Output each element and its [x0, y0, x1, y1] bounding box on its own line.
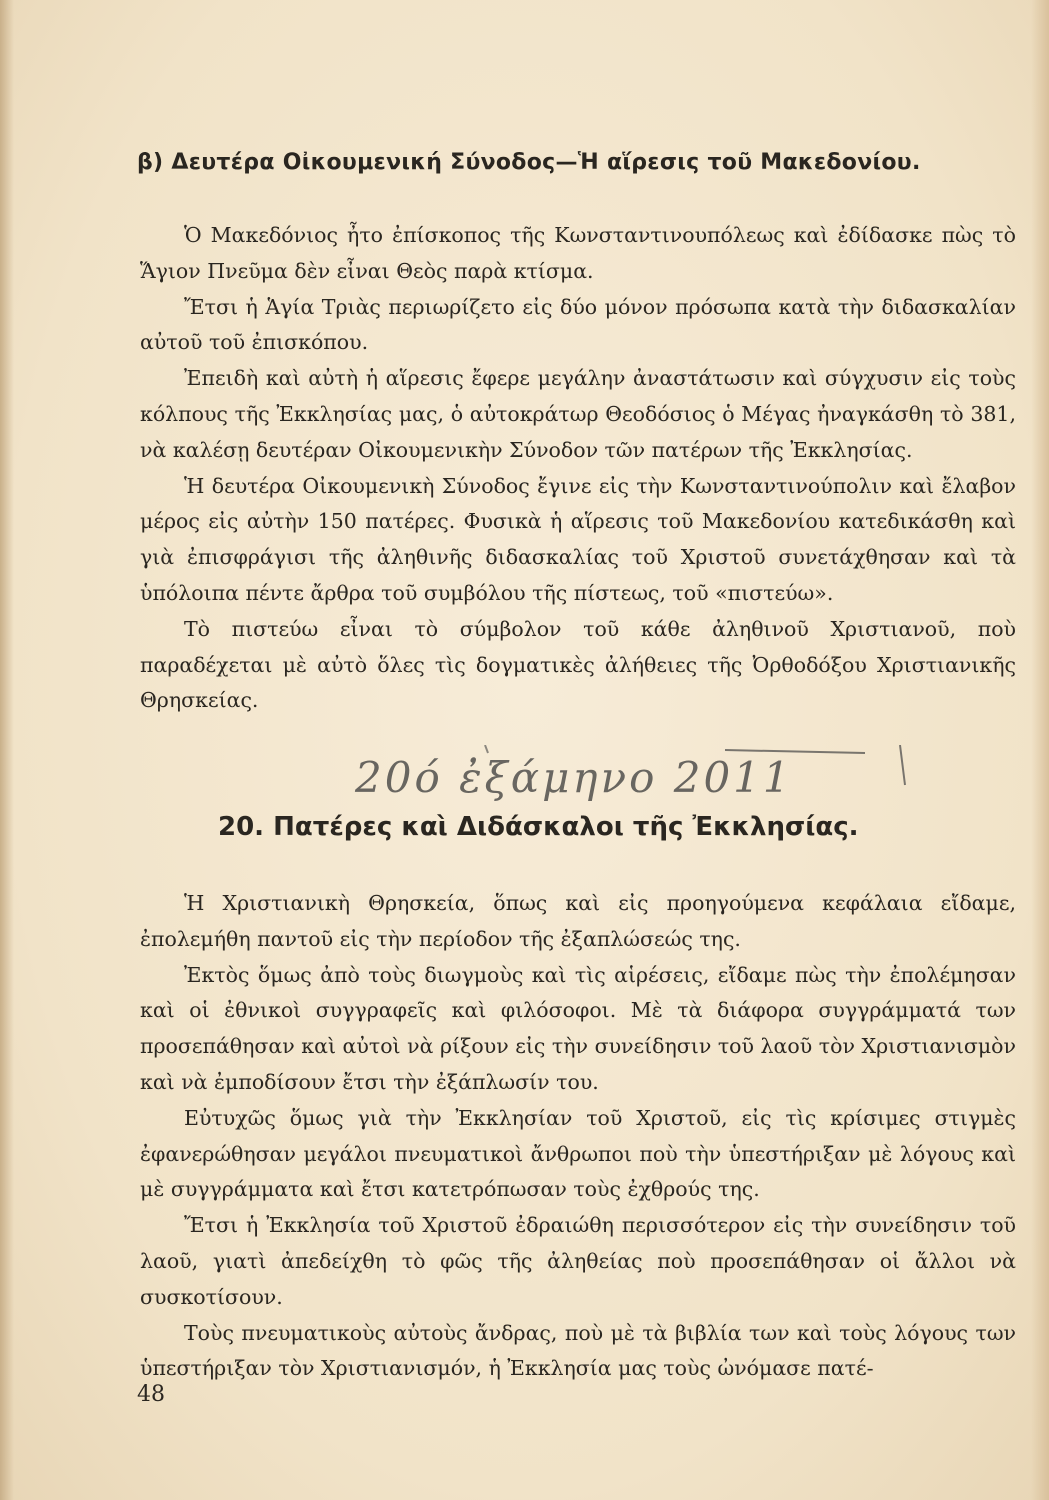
section-body	[140, 218, 1016, 719]
paragraph: Ἐπειδὴ καὶ αὐτὴ ἡ αἵρεσις ἔφερε μεγάλην ἀναστάτωσιν καὶ σύγχυσιν εἰς τοὺς κόλπους τῆς Ἐκκλησίας μας, ὁ αὐτοκράτωρ Θεοδόσιος ὁ Μέγας ἠναγκάσθη τὸ 381, νὰ καλέσῃ δευτέραν Οἰκουμενικὴν Σύνοδον τῶν πατέρων τῆς Ἐκκλησίας.	[140, 366, 1016, 462]
handwritten-note	[345, 745, 925, 815]
paragraph: Τοὺς πνευματικοὺς αὐτοὺς ἄνδρας, ποὺ μὲ τὰ βιβλία των καὶ τοὺς λόγους των ὑπεστήριξαν τὸν Χριστιανισμόν, ἡ Ἐκκλησία μας τοὺς ὠνόμασε πατέ-	[140, 1320, 1016, 1381]
paragraph: Τὸ πιστεύω εἶναι τὸ σύμβολον τοῦ κάθε ἀληθινοῦ Χριστιανοῦ, ποὺ παραδέχεται μὲ αὐτὸ ὅλες τὶς δογματικὲς ἀλήθειες τῆς Ὀρθοδόξου Χριστιανικῆς Θρησκείας.	[140, 616, 1016, 713]
page-number: 48	[137, 1382, 165, 1407]
paragraph: Ἔτσι ἡ Ἐκκλησία τοῦ Χριστοῦ ἐδραιώθη περισσότερον εἰς τὴν συνείδησιν τοῦ λαοῦ, γιατὶ ἀπεδείχθη τὸ φῶς τῆς ἀληθείας ποὺ προσεπάθησαν οἱ ἄλλοι νὰ συσκοτίσουν.	[140, 1213, 1016, 1309]
paragraph: Εὐτυχῶς ὅμως γιὰ τὴν Ἐκκλησίαν τοῦ Χριστοῦ, εἰς τὶς κρίσιμες στιγμὲς ἐφανερώθησαν μεγάλοι πνευματικοὶ ἄνθρωποι ποὺ τὴν ὑπεστήριξαν μὲ λόγους καὶ μὲ συγγράμματα καὶ ἔτσι κατετρόπωσαν τοὺς ἐχθρούς της.	[140, 1105, 1016, 1202]
page-edge-left	[0, 0, 14, 1500]
paragraph: Ἐκτὸς ὅμως ἀπὸ τοὺς διωγμοὺς καὶ τὶς αἱρέσεις, εἴδαμε πὼς τὴν ἐπολέμησαν καὶ οἱ ἐθνικοὶ συγγραφεῖς καὶ φιλόσοφοι. Μὲ τὰ διάφορα συγγράμματά των προσεπάθησαν καὶ αὐτοὶ νὰ ρίξουν εἰς τὴν συνείδησιν τοῦ λαοῦ τὸν Χριστιανισμὸν καὶ νὰ ἐμποδίσουν ἔτσι τὴν ἐξάπλωσίν του.	[140, 962, 1016, 1094]
paragraph: Ὁ Μακεδόνιος ἦτο ἐπίσκοπος τῆς Κωνσταντινουπόλεως καὶ ἐδίδασκε πὼς τὸ Ἅγιον Πνεῦμα δὲν εἶναι Θεὸς παρὰ κτίσμα.	[140, 223, 1016, 283]
paragraph: Ἡ δευτέρα Οἰκουμενικὴ Σύνοδος ἔγινε εἰς τὴν Κωνσταντινούπολιν καὶ ἔλαβον μέρος εἰς αὐτὴν 150 πατέρες. Φυσικὰ ἡ αἵρεσις τοῦ Μακεδονίου κατεδικάσθη καὶ γιὰ ἐπισφράγισι τῆς ἀληθινῆς διδασκαλίας τοῦ Χριστοῦ συνετάχθησαν καὶ τὰ ὑπόλοιπα πέντε ἄρθρα τοῦ συμβόλου τῆς πίστεως, τοῦ «πιστεύω».	[140, 473, 1016, 605]
chapter-heading: 20. Πατέρες καὶ Διδάσκαλοι τῆς Ἐκκλησίας.	[218, 812, 859, 842]
chapter-body	[140, 886, 1016, 1387]
page-edge-right	[1031, 0, 1049, 1500]
section-heading: β) Δευτέρα Οἰκουμενική Σύνοδος—Ἡ αἵρεσις τοῦ Μακεδονίου.	[137, 150, 921, 175]
handwritten-text: 20ό ἐξάμηνο 2011	[355, 753, 793, 802]
paragraph: Ἔτσι ἡ Ἁγία Τριὰς περιωρίζετο εἰς δύο μόνον πρόσωπα κατὰ τὴν διδασκαλίαν αὐτοῦ τοῦ ἐπισκόπου.	[140, 294, 1016, 355]
paragraph: Ἡ Χριστιανικὴ Θρησκεία, ὅπως καὶ εἰς προηγούμενα κεφάλαια εἴδαμε, ἐπολεμήθη παντοῦ εἰς τὴν περίοδον τῆς ἐξαπλώσεώς της.	[140, 891, 1016, 951]
